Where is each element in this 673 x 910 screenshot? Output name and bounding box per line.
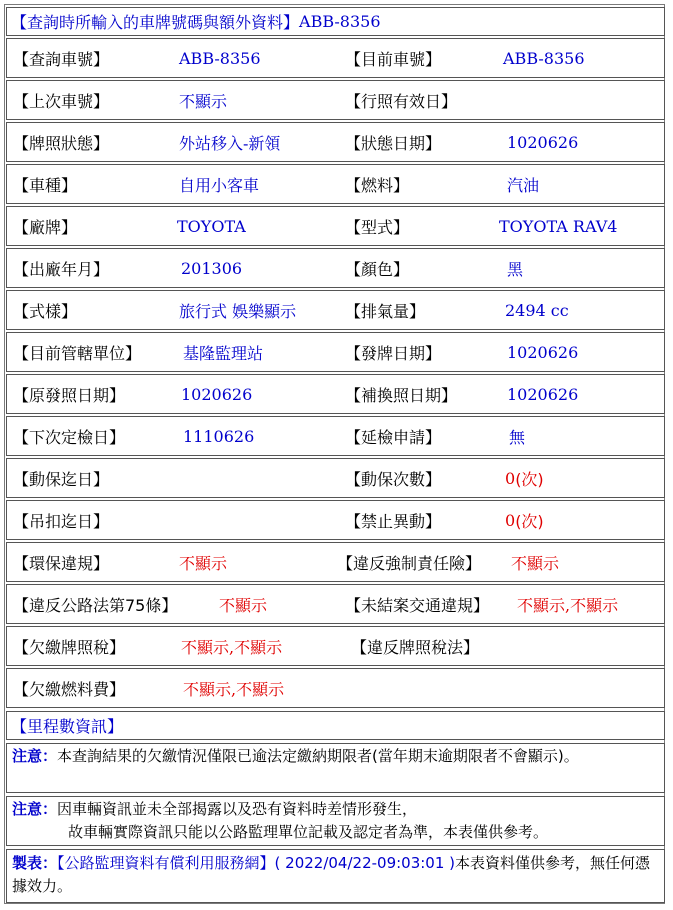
- field-label: 【欠繳燃料費】: [13, 679, 126, 699]
- field-value: 1020626: [507, 342, 579, 362]
- field-label: 【狀態日期】: [345, 133, 442, 153]
- field-label: 【查詢車號】: [13, 49, 110, 69]
- field-label: 【吊扣迄日】: [13, 511, 110, 531]
- field-value: ABB-8356: [179, 48, 261, 68]
- field-value: 自用小客車: [179, 175, 260, 195]
- note-disclaimer: [6, 796, 665, 846]
- footer-source: [6, 849, 665, 903]
- field-value: 1020626: [507, 384, 579, 404]
- info-row: [6, 80, 665, 120]
- query-title-row: [6, 7, 665, 36]
- info-row: [6, 542, 665, 582]
- field-label: 【原發照日期】: [13, 385, 126, 405]
- note-disclaimer-line2: 故車輛實際資訊只能以公路監理單位記載及認定者為準，本表僅供參考。: [68, 823, 549, 841]
- field-label: 【顏色】: [345, 259, 410, 279]
- field-value: 不顯示: [179, 553, 228, 573]
- field-label: 【延檢申請】: [345, 427, 442, 447]
- info-row: [6, 500, 665, 540]
- field-value: 不顯示,不顯示: [181, 637, 283, 657]
- field-label: 【車種】: [13, 175, 78, 195]
- info-row: [6, 248, 665, 288]
- note-unpaid-text: 本查詢結果的欠繳情況僅限已逾法定繳納期限者(當年期末逾期限者不會顯示)。: [57, 747, 579, 765]
- count-unit: (次): [515, 511, 544, 531]
- field-value: TOYOTA RAV4: [499, 216, 618, 236]
- field-value: ABB-8356: [503, 48, 585, 68]
- info-row: [6, 416, 665, 456]
- count-unit: (次): [515, 469, 544, 489]
- field-label: 【禁止異動】: [345, 511, 442, 531]
- info-row: [6, 164, 665, 204]
- info-row: [6, 332, 665, 372]
- field-label: 【上次車號】: [13, 91, 110, 111]
- footer-label: 製表：: [12, 854, 58, 872]
- field-value: 黑: [507, 259, 524, 279]
- field-label: 【違反公路法第75條】: [13, 595, 178, 615]
- field-label: 【欠繳牌照稅】: [13, 637, 126, 657]
- query-title-plate: ABB-8356: [299, 12, 381, 31]
- field-label: 【環保違規】: [13, 553, 110, 573]
- field-value: 汽油: [507, 175, 540, 195]
- info-row: [6, 38, 665, 78]
- field-label: 【牌照狀態】: [13, 133, 110, 153]
- field-label: 【目前管轄單位】: [13, 343, 142, 363]
- field-value: 不顯示,不顯示: [517, 595, 619, 615]
- footer-source-link: 【公路監理資料有償利用服務網】: [57, 854, 275, 872]
- field-value: 1020626: [507, 132, 579, 152]
- field-label: 【行照有效日】: [345, 91, 458, 111]
- field-value: 旅行式 娛樂顯示: [179, 301, 297, 321]
- field-label: 【目前車號】: [345, 49, 442, 69]
- info-row: [6, 584, 665, 624]
- field-label: 【型式】: [345, 217, 410, 237]
- footer-timestamp: ( 2022/04/22-09:03:01 ): [274, 854, 456, 872]
- count-value: 0: [505, 510, 516, 530]
- field-label: 【未結案交通違規】: [345, 595, 490, 615]
- field-value: 不顯示: [179, 91, 228, 111]
- field-value: 基隆監理站: [183, 343, 264, 363]
- field-value: 不顯示,不顯示: [183, 679, 285, 699]
- mileage-label: 【里程數資訊】: [11, 717, 124, 736]
- field-label: 【出廠年月】: [13, 259, 110, 279]
- note-disclaimer-line1: 因車輛資訊並未全部揭露以及恐有資料時差情形發生，: [57, 800, 418, 818]
- field-label: 【下次定檢日】: [13, 427, 126, 447]
- field-label: 【動保次數】: [345, 469, 442, 489]
- field-label: 【排氣量】: [345, 301, 426, 321]
- info-row: [6, 122, 665, 162]
- query-title-label: 【查詢時所輸入的車牌號碼與額外資料】: [11, 13, 300, 32]
- field-label: 【發牌日期】: [345, 343, 442, 363]
- field-value: 不顯示: [219, 595, 268, 615]
- field-label: 【違反強制責任險】: [337, 553, 482, 573]
- footer-text: 本表資料僅供參考，無任何憑據效力。: [12, 854, 651, 895]
- field-label: 【違反牌照稅法】: [351, 637, 480, 657]
- field-value: 不顯示: [511, 553, 560, 573]
- field-value: 201306: [181, 258, 243, 278]
- field-label: 【燃料】: [345, 175, 410, 195]
- field-label: 【廠牌】: [13, 217, 78, 237]
- note-disclaimer-label: 注意：: [12, 800, 58, 818]
- note-unpaid: [6, 743, 665, 793]
- note-unpaid-label: 注意：: [12, 747, 58, 765]
- mileage-row: [6, 711, 665, 740]
- field-value: 1110626: [183, 426, 255, 446]
- field-label: 【補換照日期】: [345, 385, 458, 405]
- field-value: 1020626: [181, 384, 253, 404]
- field-value: 無: [509, 427, 526, 447]
- field-label: 【式樣】: [13, 301, 78, 321]
- info-row: [6, 206, 665, 246]
- field-value: 2494 cc: [505, 300, 569, 320]
- info-row: [6, 374, 665, 414]
- count-value: 0: [505, 468, 516, 488]
- info-row: [6, 290, 665, 330]
- info-row: [6, 668, 665, 708]
- info-row: [6, 626, 665, 666]
- field-label: 【動保迄日】: [13, 469, 110, 489]
- info-row: [6, 458, 665, 498]
- field-value: 外站移入-新領: [179, 133, 281, 153]
- field-value: TOYOTA: [177, 216, 246, 236]
